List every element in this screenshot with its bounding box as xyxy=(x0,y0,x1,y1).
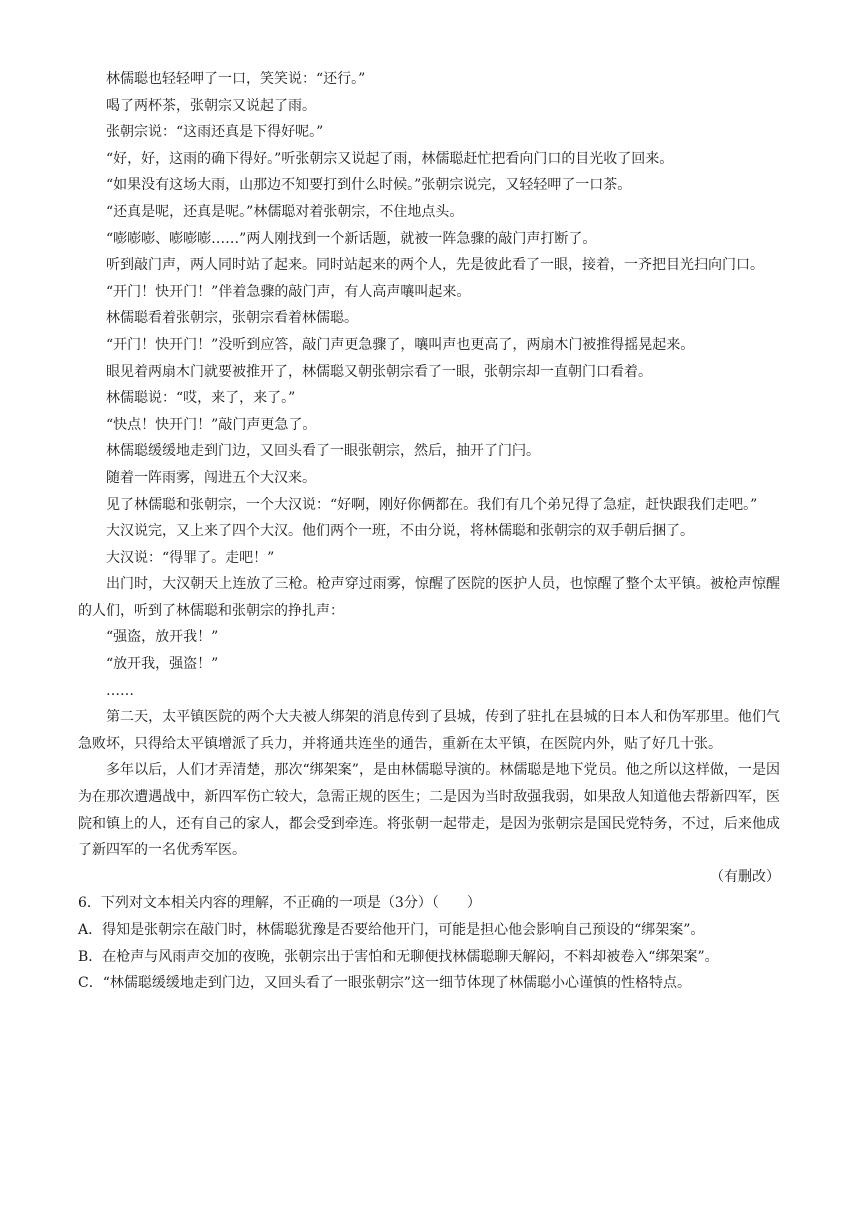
paragraph: “开门！快开门！”伴着急骤的敲门声，有人高声嚷叫起来。 xyxy=(106,283,471,300)
question-stem: 6．下列对文本相关内容的理解，不正确的一项是（3分）（ ） xyxy=(78,895,481,912)
paragraph: 张朝宗说：“这雨还真是下得好呢。” xyxy=(106,124,324,141)
paragraph: “如果没有这场大雨，山那边不知要打到什么时候。”张朝宗说完，又轻轻呷了一口茶。 xyxy=(106,177,632,194)
paragraph: “快点！快开门！”敲门声更急了。 xyxy=(106,416,317,433)
paragraph: …… xyxy=(106,682,134,699)
paragraph: “开门！快开门！”没听到应答，敲门声更急骤了，嚷叫声也更高了，两扇木门被推得摇晃起来。 xyxy=(106,336,695,353)
paragraph: 出门时，大汉朝天上连放了三枪。枪声穿过雨雾，惊醒了医院的医护人员，也惊醒了整个太平镇。被枪声惊醒的人们，听到了林儒聪和张朝宗的挣扎声： xyxy=(78,576,780,619)
paragraph: 林儒聪缓缓地走到门边，又回头看了一眼张朝宗，然后，抽开了门闩。 xyxy=(106,443,540,460)
paragraph: 见了林儒聪和张朝宗，一个大汉说：“好啊，刚好你俩都在。我们有几个弟兄得了急症，赶快跟我们走吧。” xyxy=(106,496,758,513)
paragraph: “嘭嘭嘭、嘭嘭嘭……”两人刚找到一个新话题，就被一阵急骤的敲门声打断了。 xyxy=(106,230,597,247)
paragraph: 听到敲门声，两人同时站了起来。同时站起来的两个人，先是彼此看了一眼，接着，一齐把目光扫向门口。 xyxy=(106,257,764,274)
paragraph: “强盗，放开我！” xyxy=(106,629,219,646)
paragraph: 第二天，太平镇医院的两个大夫被人绑架的消息传到了县城，传到了驻扎在县城的日本人和伪军那里。他们气急败坏，只得给太平镇增派了兵力，并将通共连坐的通告，重新在太平镇，在医院内外，贴了好几十张。 xyxy=(78,709,780,752)
source-note: （有删改） xyxy=(710,868,780,885)
paragraph: 林儒聪看着张朝宗，张朝宗看着林儒聪。 xyxy=(106,310,358,327)
paragraph: 多年以后，人们才弄清楚，那次“绑架案”，是由林儒聪导演的。林儒聪是地下党员。他之所以这样做，一是因为在那次遭遇战中，新四军伤亡较大，急需正规的医生；二是因为当时敌强我弱，如果敌人知道他去帮新四军，医院和镇上的人，还有自己的家人，都会受到牵连。将张朝一起带走，是因为张朝宗是国民党特务，不过，后来他成了新四军的一名优秀军医。 xyxy=(78,762,780,859)
option-b: B．在枪声与风雨声交加的夜晚，张朝宗出于害怕和无聊便找林儒聪聊天解闷，不料却被卷入“绑架案”。 xyxy=(78,948,719,965)
paragraph: “还真是呢，还真是呢。”林儒聪对着张朝宗，不住地点头。 xyxy=(106,203,464,220)
article-body xyxy=(78,66,780,997)
option-a: A．得知是张朝宗在敲门时，林儒聪犹豫是否要给他开门，可能是担心他会影响自己预设的“绑架案”。 xyxy=(78,922,705,938)
paragraph: 喝了两杯茶，张朝宗又说起了雨。 xyxy=(106,97,316,114)
paragraph: “好，好，这雨的确下得好。”听张朝宗又说起了雨，林儒聪赶忙把看向门口的目光收了回来。 xyxy=(106,150,674,167)
paragraph: “放开我，强盗！” xyxy=(106,656,219,673)
paragraph: 随着一阵雨雾，闯进五个大汉来。 xyxy=(106,469,316,486)
paragraph: 大汉说完，又上来了四个大汉。他们两个一班，不由分说，将林儒聪和张朝宗的双手朝后捆了。 xyxy=(106,523,694,540)
paragraph: 大汉说：“得罪了。走吧！” xyxy=(106,549,275,566)
paragraph: 林儒聪说：“哎，来了，来了。” xyxy=(106,390,296,407)
option-c: C．“林儒聪缓缓地走到门边，又回头看了一眼张朝宗”这一细节体现了林儒聪小心谨慎的性格特点。 xyxy=(78,975,692,992)
paragraph: 林儒聪也轻轻呷了一口，笑笑说：“还行。” xyxy=(106,71,366,87)
paragraph: 眼见着两扇木门就要被推开了，林儒聪又朝张朝宗看了一眼，张朝宗却一直朝门口看着。 xyxy=(106,363,652,380)
